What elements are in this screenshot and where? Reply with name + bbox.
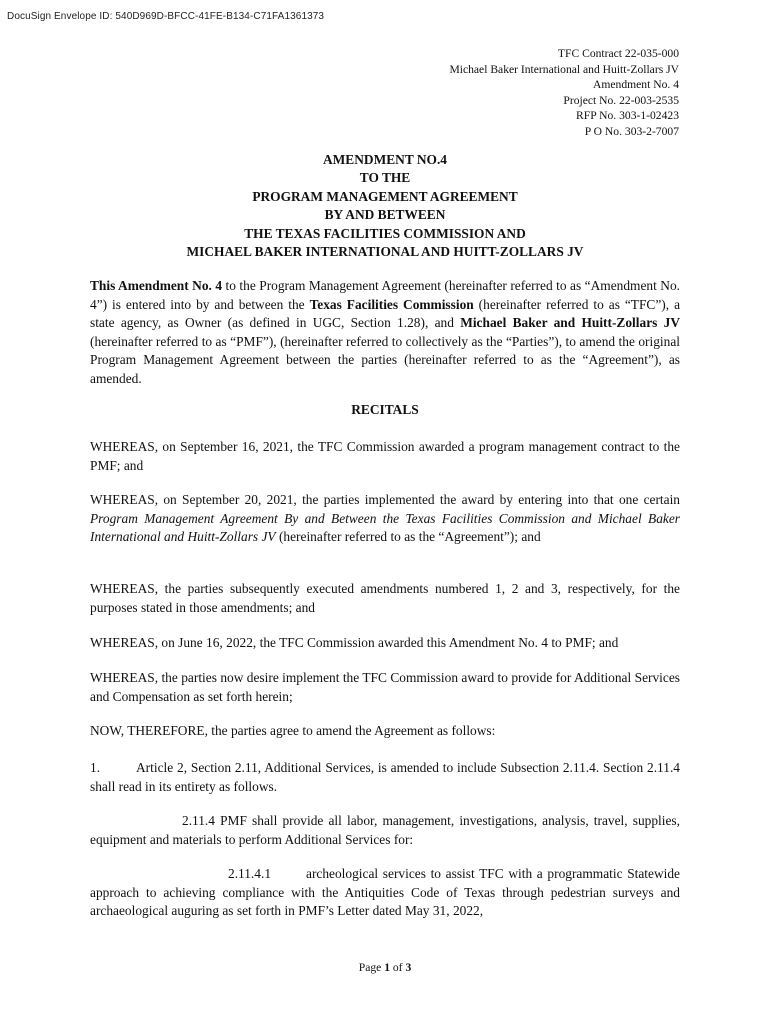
header-line: TFC Contract 22-035-000: [557, 47, 679, 60]
agreement-name-italic: Program Management Agreement By and Between the Texas Facilities Commission and Michael Baker International and Huitt-Zollars JV: [90, 510, 680, 545]
page-footer: [0, 961, 770, 974]
of-word: of: [389, 961, 406, 974]
title-line: PROGRAM MANAGEMENT AGREEMENT: [252, 188, 518, 204]
item-1-text: Article 2, Section 2.11, Additional Services, is amended to include Subsection 2.11.4. Section 2.11.4 shall read in its entirety as follows.: [90, 760, 680, 794]
whereas-2-text-2: (hereinafter referred to as the “Agreement”); and: [275, 529, 541, 545]
whereas-paragraph-3: WHEREAS, the parties subsequently executed amendments numbered 1, 2 and 3, respectively, for the purposes stated in those amendments; and: [90, 581, 680, 615]
header-line: RFP No. 303-1-02423: [576, 109, 679, 123]
header-line: Amendment No. 4: [593, 78, 679, 92]
whereas-paragraph-1: WHEREAS, on September 16, 2021, the TFC Commission awarded a program management contract to the PMF; and: [90, 439, 680, 473]
page-word: Page: [358, 961, 385, 974]
whereas-paragraph-4: WHEREAS, on June 16, 2022, the TFC Commission awarded this Amendment No. 4 to PMF; and: [90, 635, 619, 650]
recitals-heading: RECITALS: [351, 402, 419, 417]
title-line: MICHAEL BAKER INTERNATIONAL AND HUITT-ZOLLARS JV: [186, 244, 584, 260]
whereas-paragraph-2: [90, 491, 680, 547]
intro-bold-1: This Amendment No. 4: [90, 278, 223, 293]
header-line: P O No. 303-2-7007: [584, 124, 679, 138]
whereas-paragraph-5: WHEREAS, the parties now desire implement the TFC Commission award to provide for Additional Services and Compensation as set forth herein;: [90, 670, 680, 704]
page-total: 3: [405, 961, 412, 974]
intro-paragraph: [90, 277, 680, 389]
title-line: BY AND BETWEEN: [324, 207, 446, 223]
section-2-11-4-1-text: archeological services to assist TFC with a programmatic Statewide approach to achieving compliance with the Antiquities Code of Texas through pedestrian surveys and archaeological auguring as set forth in PMF’s Letter dated May 31, 2022,: [90, 866, 680, 919]
section-2-11-4-1-number: 2.11.4.1: [228, 866, 272, 881]
docusign-envelope-id: DocuSign Envelope ID: 540D969D-BFCC-41FE-B134-C71FA1361373: [7, 11, 325, 22]
item-1-number: 1.: [90, 760, 101, 775]
document-title: [90, 151, 680, 261]
intro-text-3: (hereinafter referred to as “PMF”), (hereinafter referred to collectively as the “Parties”), to amend the original Program Management Agreement between the parties (hereinafter referred to as the “Agreement”), as amended.: [90, 333, 680, 386]
section-2-11-4-text: 2.11.4 PMF shall provide all labor, management, investigations, analysis, travel, supplies, equipment and materials to perform Additional Services for:: [90, 813, 680, 847]
header-line: Michael Baker International and Huitt-Zollars JV: [449, 62, 679, 76]
intro-bold-2: Texas Facilities Commission: [309, 296, 474, 312]
page-number: 1: [384, 961, 390, 974]
contract-header: [449, 46, 679, 140]
intro-text-2: (hereinafter referred to as “TFC”), a state agency, as Owner (as defined in UGC, Section 1.28), and: [90, 296, 681, 331]
whereas-2-text-1: WHEREAS, on September 20, 2021, the parties implemented the award by entering into that one certain: [90, 492, 680, 507]
title-line: AMENDMENT NO.4: [323, 152, 447, 167]
section-2-11-4-1: [90, 865, 680, 921]
now-therefore-paragraph: NOW, THEREFORE, the parties agree to amend the Agreement as follows:: [90, 723, 496, 738]
intro-text-1: to the Program Management Agreement (hereinafter referred to as “Amendment No. 4”) is entered into by and between the: [90, 278, 680, 312]
amendment-item-1: [90, 759, 680, 796]
section-2-11-4: [90, 812, 680, 849]
intro-bold-3: Michael Baker and Huitt-Zollars JV: [460, 315, 681, 331]
title-line: THE TEXAS FACILITIES COMMISSION AND: [244, 225, 526, 241]
title-line: TO THE: [359, 170, 411, 186]
header-line: Project No. 22-003-2535: [563, 93, 679, 107]
